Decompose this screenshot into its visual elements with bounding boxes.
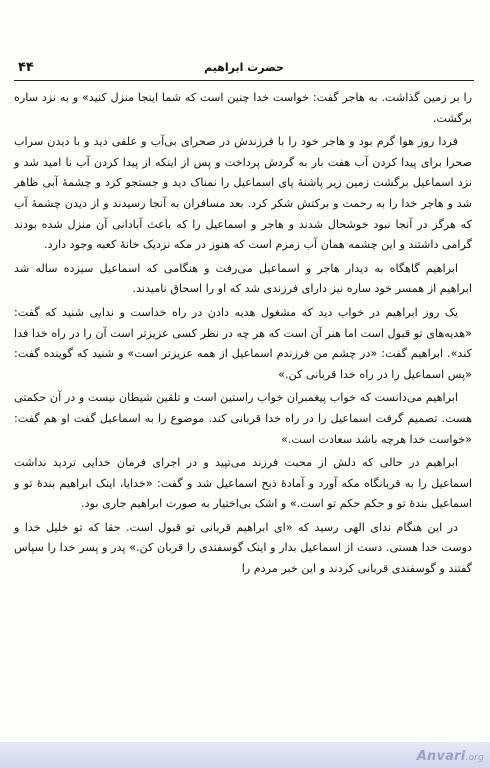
running-title: حضرت ابراهیم bbox=[204, 61, 284, 74]
header-rule bbox=[14, 80, 474, 81]
watermark-suffix: .org bbox=[465, 753, 484, 763]
paragraph-6: ابراهیم در حالی که دلش از محبت فرزند می‌تپید و در اجرای فرمان خدایی تردید نداشت اسماعیل را به قربانگاه مکه آورد و آمادهٔ ذبح اسماعیل شد و گفت: «خدایا، اینک ابراهیم بندهٔ تو و اسماعیل بندهٔ تو و حکم حکم تو است.» و اشک بی‌اختیار به صورت ابراهیم جاری بود. bbox=[14, 456, 472, 511]
page-number: ۴۴ bbox=[18, 60, 34, 75]
paragraph-5: ابراهیم می‌دانست که خواب پیغمبران خواب راستین است و تلقین شیطان نیست و در آن حکمتی هست. تصمیم گرفت اسماعیل را در راه خدا قربانی کند. موضوع را به اسماعیل گفت او هم گفت: «خواست خدا هرچه باشد سعادت است.» bbox=[14, 391, 472, 446]
paragraph-7: در این هنگام ندای الهی رسید که «ای ابراهیم قربانی تو قبول است. حقا که تو خلیل خدا و دوست خدا هستی. دست از اسماعیل بدار و اینک گوسفندی را قربان کن.» پدر و پسر خدا را سپاس گفتند و گوسفندی قربانی کردند و این خبر مردم را bbox=[14, 520, 472, 576]
site-watermark bbox=[417, 749, 484, 764]
paragraph-3: ابراهیم گاهگاه به دیدار هاجر و اسماعیل می‌رفت و هنگامی که اسماعیل سیزده ساله شد ابراهیم از همسر خود ساره نیز دارای فرزندی شد که او را اسحاق نامیدند. bbox=[14, 261, 472, 296]
page-header bbox=[14, 58, 474, 80]
paragraph-2: فردا روز هوا گرم بود و هاجر خود را با فرزندش در صحرای بی‌آب و علفی دید و با دیدن سراب صحرا برای پیدا کردن آب هفت بار به گردش پرداخت و پس از اینکه از پیدا کردن آب نا امید شد و نزد اسماعیل برگشت زمین زیر پاشنهٔ پای اسماعیل را نمناک دید و جستجو کرد و چشمهٔ آبی ظاهر شد و هاجر خدا را به رحمت و برکتش شکر کرد. بعد مسافران به آنجا رسیدند و از دیدن چشمهٔ آب که هرگز در آنجا نبود خوشحال شدند و هاجر و اسماعیل را که باعث آبادانی آن منزل شده بودند گرامی داشتند و این چشمه همان آب زمزم است که هنوز در مکه نزدیک خانهٔ کعبه وجود دارد. bbox=[14, 135, 472, 252]
paragraph-1: را بر زمین گذاشت. به هاجر گفت: خواست خدا چنین است که شما اینجا منزل کنید» و به نزد ساره برگشت. bbox=[14, 91, 472, 125]
paragraph-4: یک روز ابراهیم در خواب دید که مشغول هدیه دادن در راه خداست و ندایی شنید که گفت: «هدیه‌های تو قبول است اما هنر آن است که هر چه در نظر کسی عزیزتر است آن را در راه خدا فدا کند». ابراهیم گفت: «در چشم من فرزندم اسماعیل از همه عزیزتر است» و شنید که گوینده گفت: «پس اسماعیل را در راه خدا قربانی کن.» bbox=[14, 305, 472, 381]
watermark-brand: Anvari bbox=[416, 749, 466, 764]
page-body bbox=[14, 88, 472, 583]
